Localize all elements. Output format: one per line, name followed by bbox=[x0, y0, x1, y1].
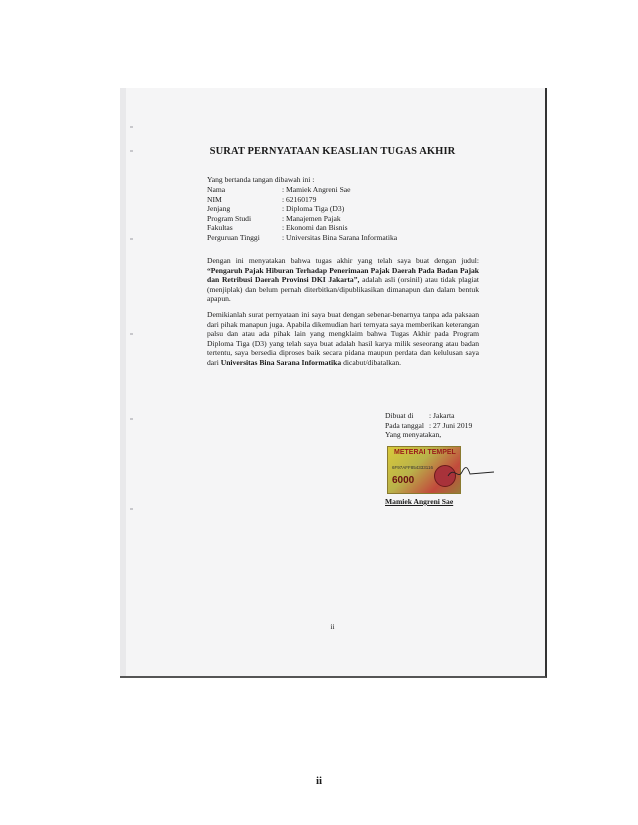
handwritten-signature bbox=[446, 462, 496, 484]
closing-text: Demikianlah surat pernyataan ini saya buat dengan sebenar-benarnya tanpa ada paksaan dari pihak manapun juga. Apabila dikemudian hari ternyata saya memberikan keterangan palsu dan atau ada pihak lain yang mengklaim bahwa Tugas Akhir pada Program Diploma Tiga (D3) yang telah saya buat adalah hasil karya milik seseorang atau badan tertentu, saya bersedia diproses baik secara pidana maupun perdata dan kelulusan saya dari bbox=[207, 310, 479, 367]
closing-text-end: dicabut/dibatalkan. bbox=[343, 357, 402, 367]
identity-row bbox=[207, 214, 397, 224]
identity-value: : Ekonomi dan Bisnis bbox=[282, 223, 348, 233]
identity-table bbox=[207, 185, 397, 243]
thesis-title: “Pengaruh Pajak Hiburan Terhadap Penerimaan Pajak Daerah Pada Badan Pajak dan Retribusi Daerah Provinsi DKI Jakarta”, bbox=[207, 265, 479, 285]
identity-value: : Manajemen Pajak bbox=[282, 213, 341, 223]
sign-date-label: Pada tanggal bbox=[385, 420, 425, 430]
closing-paragraph bbox=[207, 310, 479, 368]
stamp-value: 6000 bbox=[392, 475, 415, 486]
identity-value: : Diploma Tiga (D3) bbox=[282, 204, 345, 214]
identity-row bbox=[207, 185, 397, 195]
university-name: Universitas Bina Sarana Informatika bbox=[220, 357, 342, 367]
intro-text: Yang bertanda tangan dibawah ini : bbox=[207, 175, 315, 184]
sign-place-row bbox=[385, 411, 472, 421]
declaration-paragraph bbox=[207, 256, 479, 304]
scanned-document bbox=[120, 88, 547, 678]
identity-row bbox=[207, 195, 397, 205]
identity-label: Program Studi bbox=[207, 213, 252, 223]
signature-block bbox=[385, 411, 472, 440]
identity-value: : 62160179 bbox=[282, 194, 317, 204]
identity-label: Perguruan Tinggi bbox=[207, 232, 260, 242]
page-number: ii bbox=[315, 775, 323, 787]
declaration-text: Dengan ini menyatakan bahwa tugas akhir yang telah saya buat dengan judul: bbox=[207, 256, 479, 265]
stamp-serial: 6F97AFF854333116 bbox=[392, 465, 433, 470]
sign-date-row bbox=[385, 421, 472, 431]
declaration-text-cont: adalah asli (orsinil) atau tidak plagiat (menjiplak) dan belum pernah diterbitkan/dipublikasikan dimanapun dan dalam bentuk apapun. bbox=[207, 275, 480, 304]
identity-value: : Mamiek Angreni Sae bbox=[282, 185, 351, 194]
identity-row bbox=[207, 223, 397, 233]
document-title: SURAT PERNYATAAN KEASLIAN TUGAS AKHIR bbox=[209, 146, 456, 157]
identity-label: NIM bbox=[207, 194, 222, 204]
identity-row bbox=[207, 233, 397, 243]
sign-place-value: : Jakarta bbox=[429, 411, 455, 420]
sign-place-label: Dibuat di bbox=[385, 411, 414, 420]
identity-label: Jenjang bbox=[207, 204, 231, 214]
identity-value: : Universitas Bina Sarana Informatika bbox=[282, 232, 398, 242]
identity-label: Fakultas bbox=[207, 223, 233, 233]
scan-page-number: ii bbox=[330, 622, 335, 631]
scan-edge-shadow bbox=[120, 88, 126, 676]
sign-date-value: : 27 Juni 2019 bbox=[429, 420, 473, 430]
identity-row bbox=[207, 204, 397, 214]
signer-name: Mamiek Angreni Sae bbox=[385, 497, 454, 506]
identity-label: Nama bbox=[207, 185, 226, 194]
stamp-label: METERAI TEMPEL bbox=[394, 449, 456, 456]
sign-closing: Yang menyatakan, bbox=[385, 430, 442, 440]
